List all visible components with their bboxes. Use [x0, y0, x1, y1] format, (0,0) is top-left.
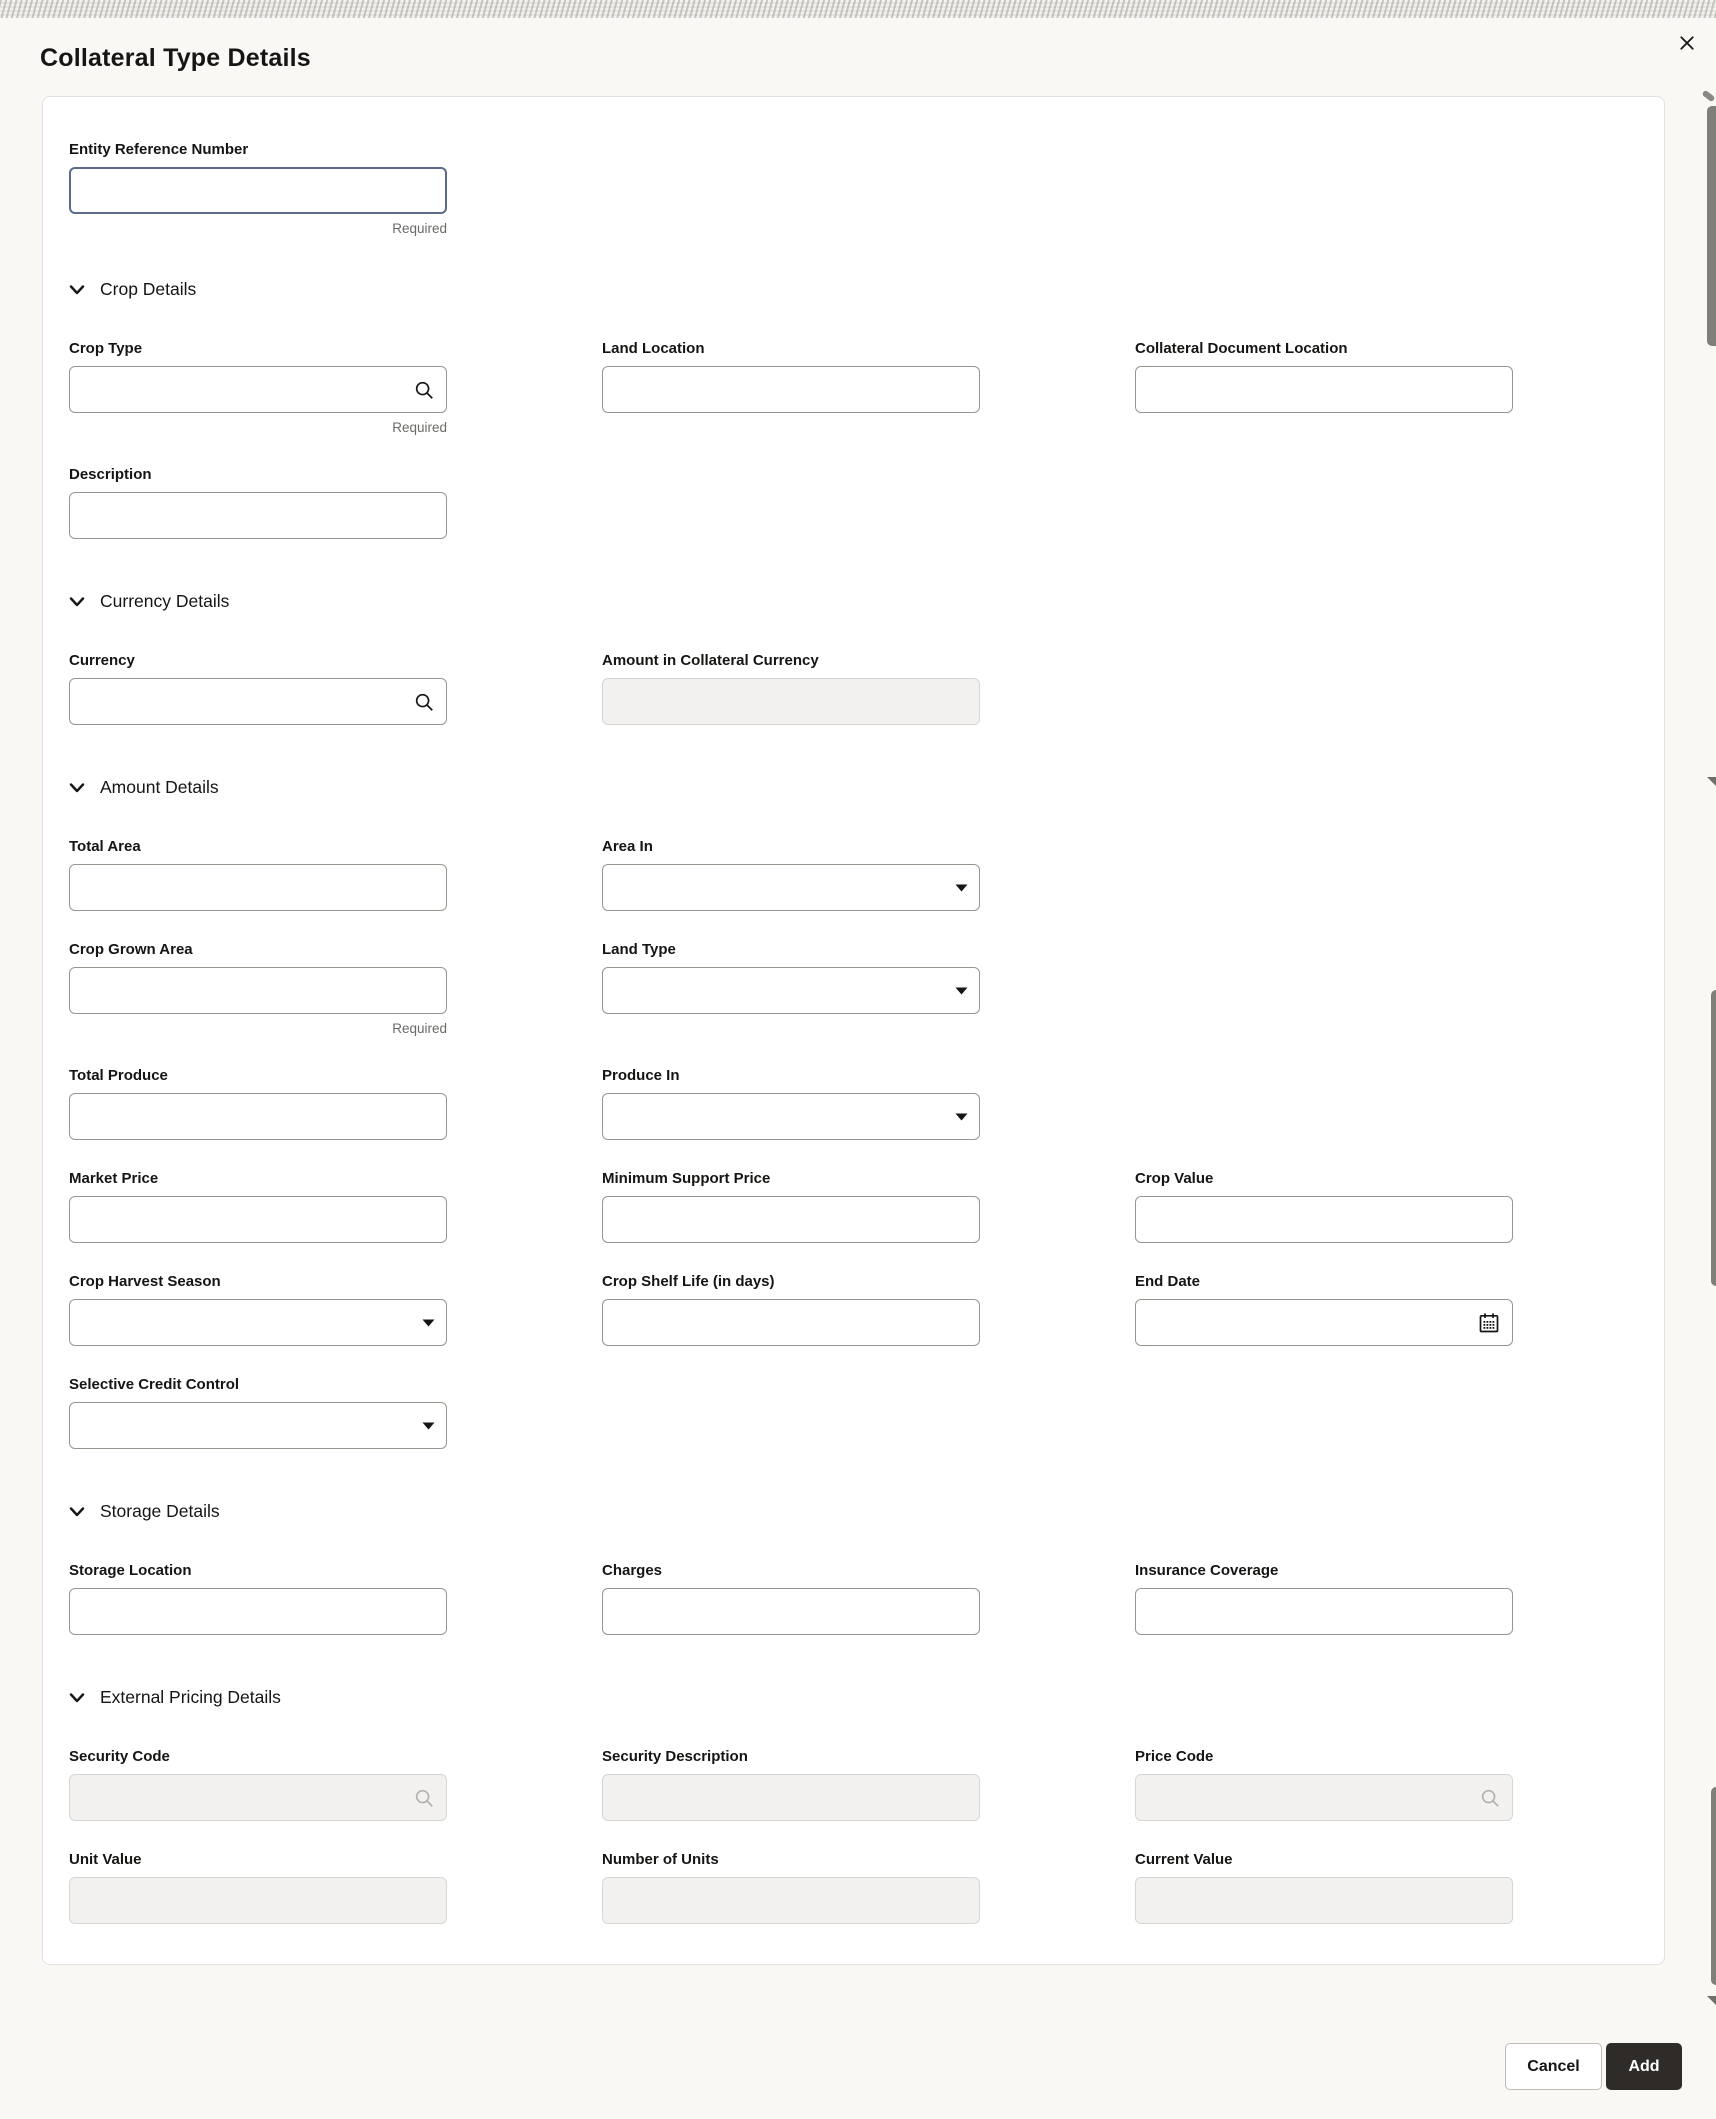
field-end-date [1135, 1273, 1513, 1346]
section-title: Amount Details [100, 777, 219, 797]
collateral-document-location-input[interactable] [1135, 366, 1513, 413]
field-label: Crop Value [1135, 1170, 1214, 1187]
field-total-area [69, 838, 447, 911]
scrollbar-thumb[interactable] [1707, 106, 1716, 346]
chevron-down-icon [69, 1507, 85, 1517]
crop-shelf-life-input[interactable] [602, 1299, 980, 1346]
field-label: Collateral Document Location [1135, 340, 1348, 357]
page-title: Collateral Type Details [40, 44, 311, 72]
section-header-currency-details[interactable] [69, 591, 1638, 612]
field-label: Security Description [602, 1748, 748, 1765]
field-crop-grown-area [69, 941, 447, 1037]
crop-grown-area-input[interactable] [69, 967, 447, 1014]
caret-down-icon[interactable] [422, 1422, 435, 1430]
chevron-down-icon [69, 1693, 85, 1703]
section-header-crop-details[interactable] [69, 279, 1638, 300]
scrollbar-thumb[interactable] [1711, 990, 1716, 1286]
field-label: End Date [1135, 1273, 1201, 1290]
field-land-location [602, 340, 980, 436]
field-crop-shelf-life [602, 1273, 980, 1346]
field-label: Selective Credit Control [69, 1376, 240, 1393]
field-label: Currency [69, 652, 135, 669]
top-texture-strip [0, 0, 1716, 18]
field-land-type [602, 941, 980, 1037]
field-label: Number of Units [602, 1851, 719, 1868]
field-selective-credit-control [69, 1376, 447, 1449]
field-amount-in-collateral-currency [602, 652, 980, 725]
field-total-produce [69, 1067, 447, 1140]
field-crop-type [69, 340, 447, 436]
search-icon[interactable] [413, 379, 435, 401]
field-label: Security Code [69, 1748, 170, 1765]
field-label: Crop Harvest Season [69, 1273, 221, 1290]
total-produce-input[interactable] [69, 1093, 447, 1140]
price-code-input [1135, 1774, 1513, 1821]
description-input[interactable] [69, 492, 447, 539]
field-market-price [69, 1170, 447, 1243]
land-location-input[interactable] [602, 366, 980, 413]
field-label: Market Price [69, 1170, 159, 1187]
crop-harvest-season-select[interactable] [69, 1299, 447, 1346]
caret-down-icon[interactable] [955, 987, 968, 995]
field-label: Amount in Collateral Currency [602, 652, 819, 669]
security-code-input [69, 1774, 447, 1821]
field-unit-value [69, 1851, 447, 1924]
required-hint: Required [392, 420, 447, 435]
section-title: Currency Details [100, 591, 230, 611]
field-collateral-document-location [1135, 340, 1513, 436]
field-current-value [1135, 1851, 1513, 1924]
field-security-code [69, 1748, 447, 1821]
field-produce-in [602, 1067, 980, 1140]
land-type-select[interactable] [602, 967, 980, 1014]
current-value-input [1135, 1877, 1513, 1924]
field-label: Charges [602, 1562, 663, 1579]
chevron-down-icon [69, 597, 85, 607]
scrollbar-fragment [1702, 90, 1716, 103]
field-label: Crop Shelf Life (in days) [602, 1273, 775, 1290]
close-icon[interactable] [1672, 28, 1702, 58]
chevron-down-icon [69, 285, 85, 295]
field-charges [602, 1562, 980, 1635]
caret-fragment-icon [1707, 777, 1716, 786]
caret-fragment-icon [1707, 1996, 1716, 2005]
field-description [69, 466, 447, 539]
caret-down-icon[interactable] [955, 884, 968, 892]
entity-reference-number-input[interactable] [69, 167, 447, 214]
crop-value-input[interactable] [1135, 1196, 1513, 1243]
field-security-description [602, 1748, 980, 1821]
field-label: Total Produce [69, 1067, 168, 1084]
market-price-input[interactable] [69, 1196, 447, 1243]
section-header-external-pricing-details[interactable] [69, 1687, 1638, 1708]
required-hint: Required [392, 1021, 447, 1036]
add-button[interactable]: Add [1606, 2043, 1682, 2090]
field-label: Minimum Support Price [602, 1170, 771, 1187]
field-label: Land Type [602, 941, 676, 958]
field-label: Unit Value [69, 1851, 142, 1868]
field-label: Total Area [69, 838, 141, 855]
field-area-in [602, 838, 980, 911]
end-date-input[interactable] [1135, 1299, 1513, 1346]
field-crop-harvest-season [69, 1273, 447, 1346]
field-label: Crop Grown Area [69, 941, 193, 958]
collateral-form-card [42, 96, 1665, 1965]
amount-in-collateral-currency-input [602, 678, 980, 725]
field-label: Produce In [602, 1067, 680, 1084]
field-label: Area In [602, 838, 653, 855]
field-label: Storage Location [69, 1562, 192, 1579]
required-hint: Required [392, 221, 447, 236]
search-icon[interactable] [413, 691, 435, 713]
crop-type-input[interactable] [69, 366, 447, 413]
section-title: External Pricing Details [100, 1687, 281, 1707]
number-of-units-input [602, 1877, 980, 1924]
caret-down-icon[interactable] [955, 1113, 968, 1121]
currency-input[interactable] [69, 678, 447, 725]
cancel-button[interactable]: Cancel [1505, 2043, 1602, 2090]
field-storage-location [69, 1562, 447, 1635]
field-label: Insurance Coverage [1135, 1562, 1279, 1579]
search-icon [413, 1787, 435, 1809]
section-title: Crop Details [100, 279, 197, 299]
search-icon [1479, 1787, 1501, 1809]
produce-in-select[interactable] [602, 1093, 980, 1140]
section-header-amount-details[interactable] [69, 777, 1638, 798]
storage-location-input[interactable] [69, 1588, 447, 1635]
field-entity-reference-number [69, 141, 447, 237]
selective-credit-control-select[interactable] [69, 1402, 447, 1449]
section-title: Storage Details [100, 1501, 220, 1521]
field-currency [69, 652, 447, 725]
unit-value-input [69, 1877, 447, 1924]
field-minimum-support-price [602, 1170, 980, 1243]
area-in-select[interactable] [602, 864, 980, 911]
dialog-footer [0, 2043, 1716, 2090]
field-label: Current Value [1135, 1851, 1233, 1868]
field-label: Price Code [1135, 1748, 1214, 1765]
chevron-down-icon [69, 783, 85, 793]
field-label: Description [69, 466, 152, 483]
charges-input[interactable] [602, 1588, 980, 1635]
section-header-storage-details[interactable] [69, 1501, 1638, 1522]
field-label: Land Location [602, 340, 705, 357]
field-price-code [1135, 1748, 1513, 1821]
field-crop-value [1135, 1170, 1513, 1243]
field-insurance-coverage [1135, 1562, 1513, 1635]
caret-down-icon[interactable] [422, 1319, 435, 1327]
insurance-coverage-input[interactable] [1135, 1588, 1513, 1635]
field-number-of-units [602, 1851, 980, 1924]
field-label: Crop Type [69, 340, 143, 357]
calendar-icon[interactable] [1477, 1311, 1501, 1335]
field-label: Entity Reference Number [69, 141, 249, 158]
scrollbar-thumb[interactable] [1711, 1787, 1716, 1985]
total-area-input[interactable] [69, 864, 447, 911]
security-description-input [602, 1774, 980, 1821]
minimum-support-price-input[interactable] [602, 1196, 980, 1243]
